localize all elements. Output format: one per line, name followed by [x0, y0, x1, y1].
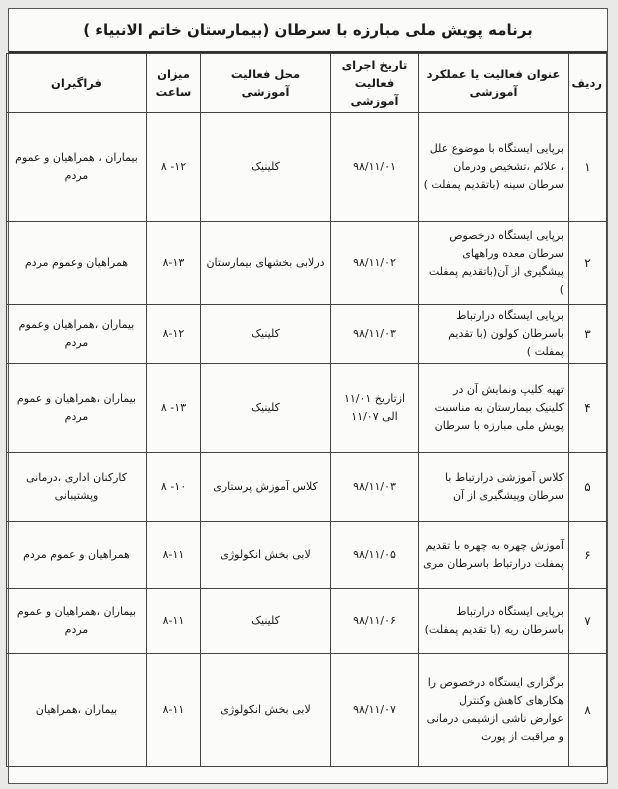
- cell-audience: بیماران ،همراهیان و عموم مردم: [7, 364, 147, 453]
- cell-activity-title: کلاس آموزشی درارتباط با سرطان وپیشگیری از آن: [419, 453, 569, 522]
- cell-location: کلینیک: [201, 364, 331, 453]
- program-table: [6, 53, 607, 767]
- cell-row-no: ۶: [569, 522, 607, 589]
- cell-location: کلینیک: [201, 113, 331, 222]
- cell-date: ۹۸/۱۱/۰۳: [331, 453, 419, 522]
- table-row: [7, 364, 607, 453]
- cell-date: ازتاریخ ۱۱/۰۱ الی ۱۱/۰۷: [331, 364, 419, 453]
- cell-date: ۹۸/۱۱/۰۵: [331, 522, 419, 589]
- header-row: [7, 54, 607, 113]
- cell-location: لابی بخش انکولوژی: [201, 522, 331, 589]
- cell-location: کلینیک: [201, 589, 331, 654]
- header-date: تاریخ اجرای فعالیت آموزشی: [331, 54, 419, 113]
- header-audience: فراگیران: [7, 54, 147, 113]
- header-location: محل فعالیت آموزشی: [201, 54, 331, 113]
- cell-hours: ۸-۱۱: [147, 654, 201, 767]
- table-row: [7, 654, 607, 767]
- cell-activity-title: آموزش چهره به چهره با تقدیم پمفلت درارتباط باسرطان مری: [419, 522, 569, 589]
- cell-hours: ۸-۱۱: [147, 589, 201, 654]
- cell-activity-title: برپایی ایستگاه درخصوص سرطان معده وراههای پیشگیری از آن(باتقدیم پمفلت ): [419, 222, 569, 305]
- header-row-no: ردیف: [569, 54, 607, 113]
- table-row: [7, 589, 607, 654]
- table-row: [7, 453, 607, 522]
- cell-audience: بیماران ، همراهیان و عموم مردم: [7, 113, 147, 222]
- cell-row-no: ۴: [569, 364, 607, 453]
- table-row: [7, 113, 607, 222]
- cell-activity-title: تهیه کلیپ ونمایش آن در کلینیک بیمارستان به مناسبت پویش ملی مبارزه با سرطان: [419, 364, 569, 453]
- cell-hours: ۱۳- ۸: [147, 364, 201, 453]
- cell-activity-title: برپایی ایستگاه با موضوع علل ، علائم ،تشخیص ودرمان سرطان سینه (باتقدیم پمفلت ): [419, 113, 569, 222]
- cell-location: درلابی بخشهای بیمارستان: [201, 222, 331, 305]
- cell-date: ۹۸/۱۱/۰۲: [331, 222, 419, 305]
- cell-hours: ۱۰- ۸: [147, 453, 201, 522]
- cell-row-no: ۷: [569, 589, 607, 654]
- cell-date: ۹۸/۱۱/۰۷: [331, 654, 419, 767]
- cell-audience: بیماران ،همراهیان و عموم مردم: [7, 589, 147, 654]
- cell-hours: ۸-۱۱: [147, 522, 201, 589]
- cell-row-no: ۸: [569, 654, 607, 767]
- cell-date: ۹۸/۱۱/۰۱: [331, 113, 419, 222]
- cell-audience: کارکنان اداری ،درمانی وپشتیبانی: [7, 453, 147, 522]
- header-hours: میزان ساعت: [147, 54, 201, 113]
- cell-hours: ۱۲- ۸: [147, 113, 201, 222]
- cell-audience: بیماران ،همراهیان: [7, 654, 147, 767]
- cell-location: لابی بخش انکولوژی: [201, 654, 331, 767]
- table-row: [7, 222, 607, 305]
- cell-hours: ۸-۱۲: [147, 305, 201, 364]
- cell-row-no: ۳: [569, 305, 607, 364]
- cell-row-no: ۱: [569, 113, 607, 222]
- cell-hours: ۸-۱۳: [147, 222, 201, 305]
- cell-activity-title: برپایی ایستگاه درارتباط باسرطان کولون (با تقدیم پمفلت ): [419, 305, 569, 364]
- cell-date: ۹۸/۱۱/۰۶: [331, 589, 419, 654]
- cell-activity-title: برپایی ایستگاه درارتباط باسرطان ریه (با تقدیم پمفلت): [419, 589, 569, 654]
- cell-audience: همراهیان وعموم مردم: [7, 222, 147, 305]
- cell-location: کلاس آموزش پرستاری: [201, 453, 331, 522]
- cell-activity-title: برگزاری ایستگاه درخصوص را هکارهای کاهش وکنترل عوارض ناشی ازشیمی درمانی و مراقبت از پورت: [419, 654, 569, 767]
- cell-audience: همراهیان و عموم مردم: [7, 522, 147, 589]
- document-page: [8, 8, 608, 784]
- document-title: برنامه پویش ملی مبارزه با سرطان (بیمارستان خاتم الانبیاء ): [9, 9, 607, 53]
- table-row: [7, 522, 607, 589]
- cell-row-no: ۵: [569, 453, 607, 522]
- cell-audience: بیماران ،همراهیان وعموم مردم: [7, 305, 147, 364]
- cell-location: کلینیک: [201, 305, 331, 364]
- cell-date: ۹۸/۱۱/۰۳: [331, 305, 419, 364]
- header-activity-title: عنوان فعالیت یا عملکرد آموزشی: [419, 54, 569, 113]
- table-row: [7, 305, 607, 364]
- cell-row-no: ۲: [569, 222, 607, 305]
